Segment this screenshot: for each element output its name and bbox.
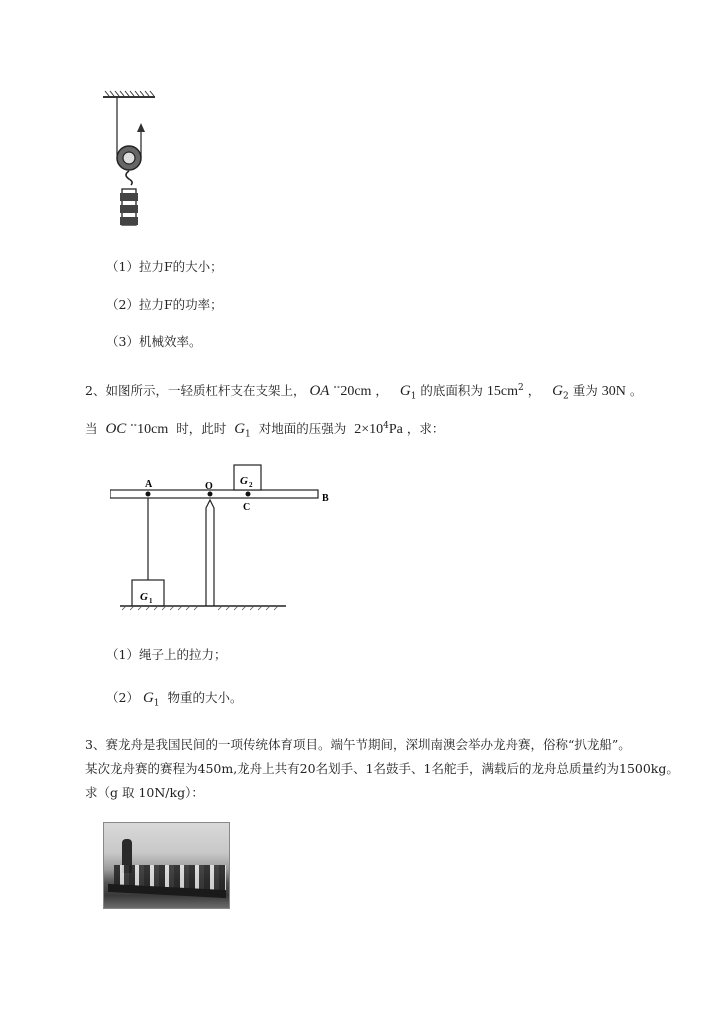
q3-line-2: 某次龙舟赛的赛程为450m,龙舟上共有20名划手、1名鼓手、1名舵手，满载后的龙舟总质量约为1500kg。 bbox=[85, 761, 679, 776]
q1-item-1: （1）拉力F的大小； bbox=[106, 259, 223, 274]
oa-symbol: OA bbox=[309, 383, 330, 399]
svg-text:1: 1 bbox=[149, 597, 153, 605]
pulley-diagram bbox=[95, 85, 165, 230]
label-b: B bbox=[322, 493, 329, 504]
q3-line-3: 求（g 取 10N/kg）： bbox=[85, 785, 204, 800]
g1-box-label: G bbox=[140, 591, 148, 603]
svg-text:2: 2 bbox=[249, 481, 253, 489]
dragon-boat-photo bbox=[103, 822, 230, 909]
q3-line-1: 3、赛龙舟是我国民间的一项传统体育项目。端午节期间，深圳南澳会举办龙舟赛，俗称“扒龙船”。 bbox=[85, 737, 631, 752]
q2-item-1: （1）绳子上的拉力； bbox=[106, 647, 227, 662]
q1-item-2: （2）拉力F的功率； bbox=[106, 297, 223, 312]
q2-line-1: 2、如图所示，一轻质杠杆支在支架上， OA ∘∘20cm ， $G_1$ 的底面积为 $15cm^2$ ， $G_2$ 重为 30N 。 bbox=[85, 382, 643, 402]
label-a: A bbox=[145, 479, 153, 490]
label-c: C bbox=[243, 502, 251, 513]
lever-diagram bbox=[110, 462, 350, 614]
q2-item-2: （2） $G_1$ 物重的大小。 bbox=[106, 690, 243, 709]
q2-line-2: 当 OC ∘∘10cm 时，此时 $G_1$ 对地面的压强为 $2\times 10^4Pa$ ，求： bbox=[85, 420, 445, 440]
q1-item-3: （3）机械效率。 bbox=[106, 334, 202, 349]
g2-box-label: G bbox=[240, 475, 248, 487]
label-o: O bbox=[205, 481, 213, 492]
